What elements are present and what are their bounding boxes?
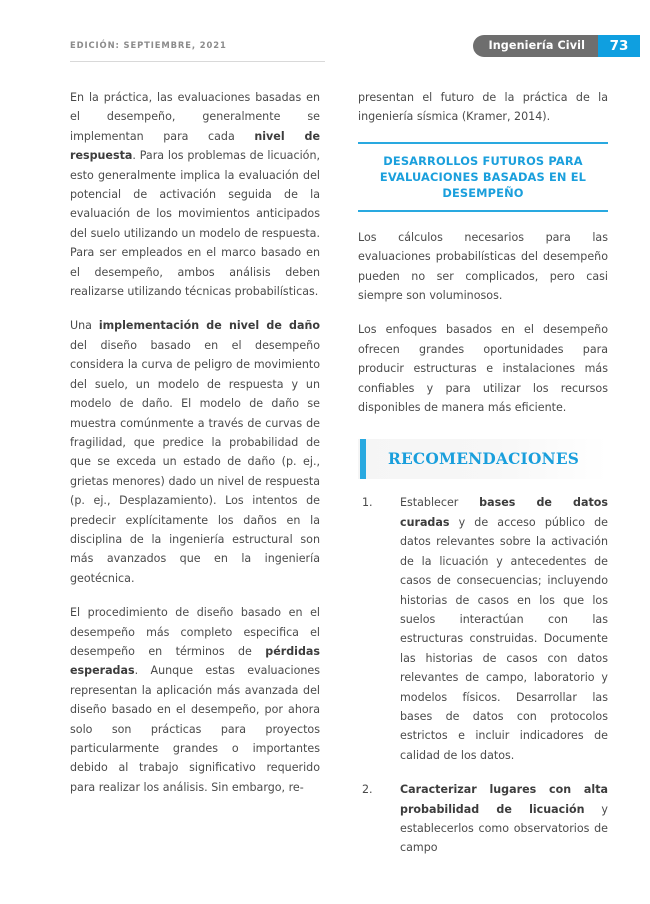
list-item-number: 2. xyxy=(362,783,373,797)
accent-bar-icon xyxy=(360,439,366,479)
list-item xyxy=(358,493,608,765)
list-item-number: 1. xyxy=(362,496,373,510)
header-divider xyxy=(70,61,325,62)
paragraph: Los cálculos necesarios para las evaluaciones probabilísticas del desempeño pueden no ser complicados, pero casi siempre son voluminosos. xyxy=(358,230,608,303)
list-item-text: Establecer bases de datos curadas y de acceso público de datos relevantes sobre la activación de la licuación y antecedentes de casos de consecuencias; incluyendo historias de casos en los que los suelos interactúan con las estructuras construidas. Documente las historias de casos con datos relevantes de campo, laboratorio y modelos físicos. Desarrollar las bases de datos con protocolos estrictos e incluir indicadores de calidad de los datos. xyxy=(400,496,608,762)
section-tag: Ingeniería Civil xyxy=(473,35,598,57)
page-number-badge: 73 xyxy=(598,35,640,57)
paragraph: En la práctica, las evaluaciones basadas en el desempeño, generalmente se implementan para cada nivel de respuesta. Para los problemas de licuación, esto generalmente implica la evaluación del potencial de activación seguida de la evaluación de los movimientos anticipados del suelo utilizando un modelo de respuesta. Para ser empleados en el marco basado en el desempeño, ambos análisis deben realizarse utilizando técnicas probabilísticas. xyxy=(70,91,320,299)
paragraph: El procedimiento de diseño basado en el desempeño más completo especifica el desempeño en términos de pérdidas esperadas. Aunque estas evaluaciones representan la aplicación más avanzada del diseño basado en el desempeño, por ahora solo son prácticas para proyectos particularmente grandes o importantes debido al trabajo significativo requerido para realizar los análisis. Sin embargo, re- xyxy=(70,606,320,794)
section-heading: DESARROLLOS FUTUROS PARA EVALUACIONES BASADAS EN EL DESEMPEÑO xyxy=(358,142,608,212)
recommendations-banner xyxy=(358,439,608,479)
paragraph: presentan el futuro de la práctica de la ingeniería sísmica (Kramer, 2014). xyxy=(358,91,608,124)
list-item-text: Caracterizar lugares con alta probabilidad de licuación y establecerlos como observatorios de campo xyxy=(400,783,608,855)
left-column xyxy=(70,88,320,797)
recommendations-title: RECOMENDACIONES xyxy=(388,450,580,469)
right-column xyxy=(358,88,608,858)
paragraph: Los enfoques basados en el desempeño ofrecen grandes oportunidades para producir estructuras e instalaciones más confiables y para utilizar los recursos disponibles de manera más eficiente. xyxy=(358,323,608,415)
page-header xyxy=(0,0,650,72)
paragraph: Una implementación de nivel de daño del diseño basado en el desempeño considera la curva de peligro de movimiento del suelo, un modelo de respuesta y un modelo de daño. El modelo de daño se muestra comúnmente a través de curvas de fragilidad, que predice la probabilidad de que se exceda un estado de daño (p. ej., grietas menores) dado un nivel de respuesta (p. ej., Desplazamiento). Los intentos de predecir explícitamente los daños en la disciplina de la ingeniería estructural son más avanzados que en la ingeniería geotécnica. xyxy=(70,319,320,585)
edition-label: EDICIÓN: SEPTIEMBRE, 2021 xyxy=(70,40,227,50)
list-item xyxy=(358,780,608,858)
recommendations-list xyxy=(358,493,608,857)
